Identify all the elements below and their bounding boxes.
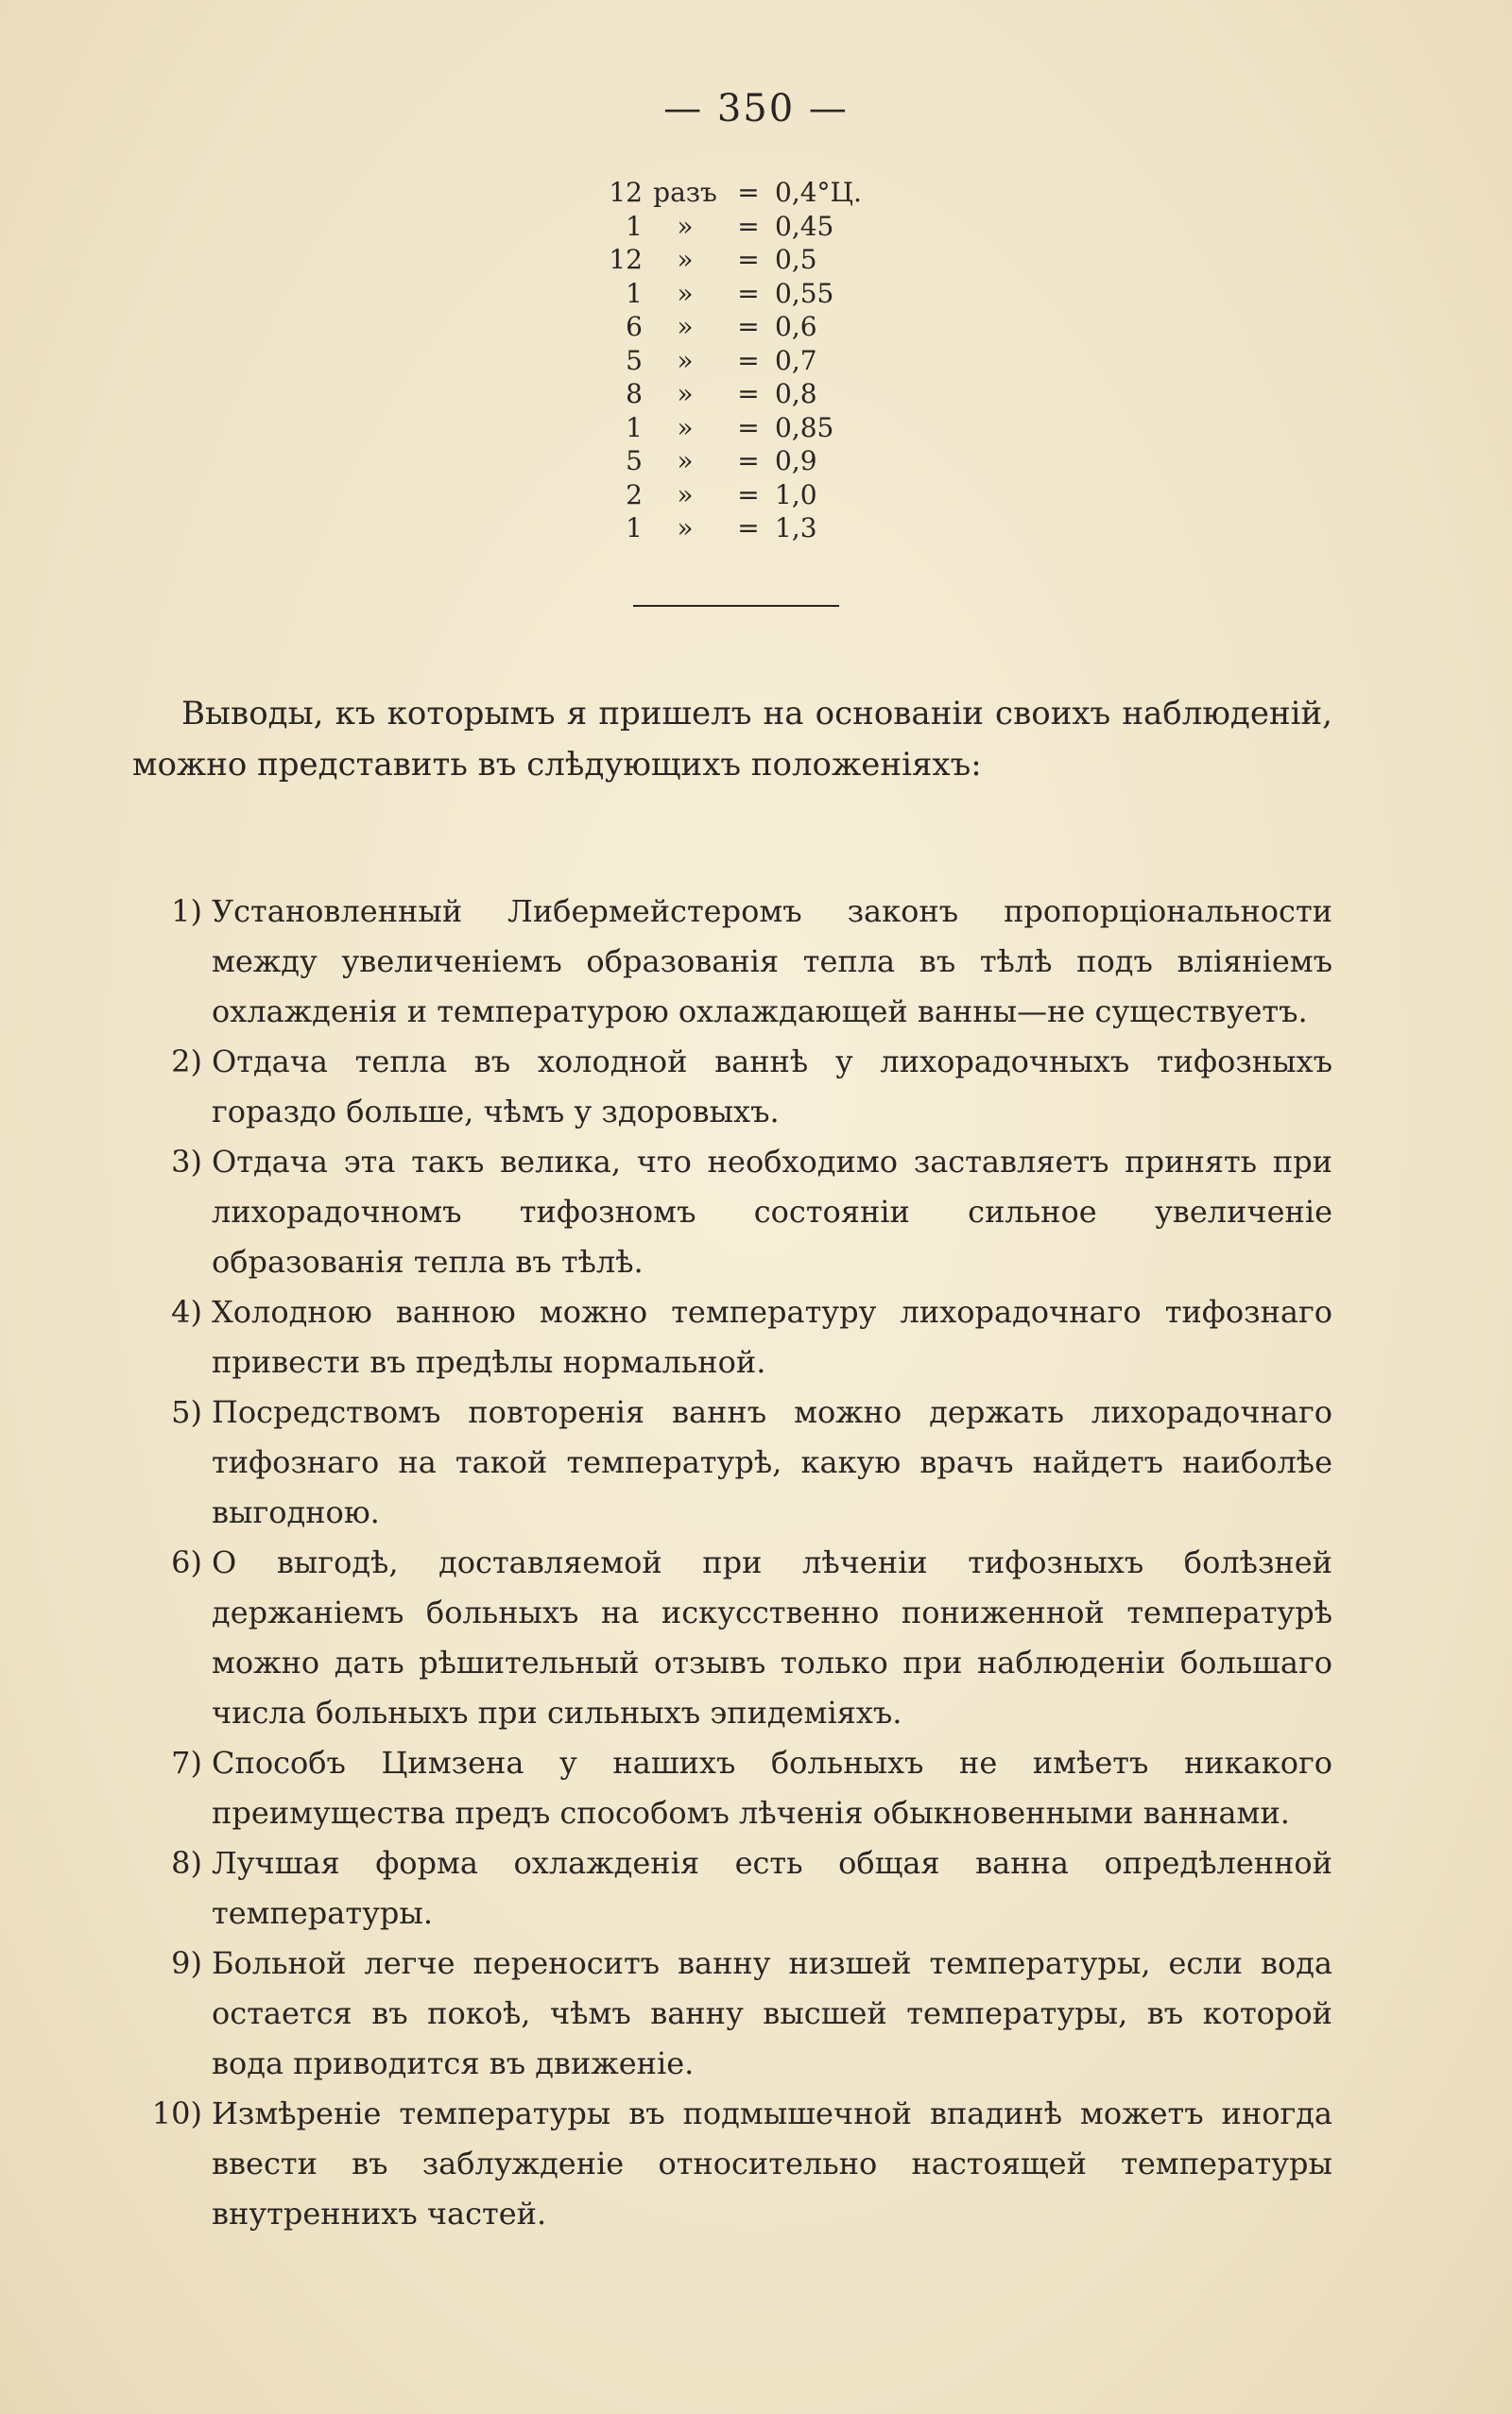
row-equals: = <box>737 344 760 376</box>
row-value: 0,9 <box>775 445 817 477</box>
row-unit: » <box>677 478 694 510</box>
table-row <box>567 411 964 445</box>
row-unit: » <box>677 311 694 343</box>
conclusion-number: 4) <box>171 1294 202 1330</box>
conclusion-text: Больной легче переноситъ ванну низшей температуры, если вода остается въ покоѣ, чѣмъ ванну высшей температуры, въ которой вода приводится въ движеніе. <box>212 1945 1332 2081</box>
temperature-table <box>567 176 964 545</box>
table-row <box>567 176 964 210</box>
row-unit: » <box>677 512 694 544</box>
conclusion-number: 2) <box>171 1043 202 1079</box>
row-value: 0,8 <box>775 378 817 410</box>
row-value: 0,6 <box>775 311 817 343</box>
conclusion-item <box>132 1538 1332 1738</box>
conclusion-text: Отдача эта такъ велика, что необходимо заставляетъ принять при лихорадочномъ тифозномъ состояніи сильное увеличеніе образованія тепла въ тѣлѣ. <box>212 1144 1332 1280</box>
conclusion-number: 7) <box>171 1745 202 1781</box>
conclusion-number: 6) <box>171 1544 202 1580</box>
row-equals: = <box>737 445 760 477</box>
table-row <box>567 444 964 478</box>
conclusion-item <box>132 1939 1332 2089</box>
conclusion-number: 10) <box>151 2095 202 2131</box>
conclusion-text: О выгодѣ, доставляемой при лѣченіи тифозныхъ болѣзней держаніемъ больныхъ на искусственно пониженной температурѣ можно дать рѣшительный отзывъ только при наблюденіи большаго числа больныхъ при сильныхъ эпидеміяхъ. <box>212 1544 1332 1731</box>
conclusion-number: 3) <box>171 1144 202 1180</box>
row-count: 5 <box>626 344 643 376</box>
conclusion-number: 8) <box>171 1845 202 1881</box>
row-unit: разъ <box>653 177 717 209</box>
conclusions-list <box>132 887 1332 2239</box>
table-row <box>567 478 964 512</box>
conclusion-number: 1) <box>171 893 202 929</box>
conclusion-text: Установленный Либермейстеромъ законъ пропорціональности между увеличеніемъ образованія тепла въ тѣлѣ подъ вліяніемъ охлажденія и температурою охлаждающей ванны—не существуетъ. <box>212 893 1332 1029</box>
row-count: 1 <box>626 512 643 544</box>
row-equals: = <box>737 378 760 410</box>
row-equals: = <box>737 210 760 242</box>
conclusion-text: Отдача тепла въ холодной ваннѣ у лихорадочныхъ тифозныхъ гораздо больше, чѣмъ у здоровыхъ. <box>212 1043 1332 1129</box>
conclusion-item <box>132 887 1332 1037</box>
row-count: 12 <box>609 177 643 209</box>
row-count: 6 <box>626 311 643 343</box>
row-count: 12 <box>609 244 643 276</box>
conclusion-text: Посредствомъ повторенія ваннъ можно держать лихорадочнаго тифознаго на такой температурѣ, какую врачъ найдетъ наиболѣе выгодною. <box>212 1394 1332 1530</box>
conclusion-item <box>132 1037 1332 1137</box>
row-value: 1,0 <box>775 478 817 510</box>
conclusion-item <box>132 1388 1332 1538</box>
conclusion-item <box>132 2089 1332 2239</box>
table-row <box>567 377 964 411</box>
conclusion-text: Холодною ванною можно температуру лихорадочнаго тифознаго привести въ предѣлы нормальной. <box>212 1294 1332 1380</box>
conclusion-text: Измѣреніе температуры въ подмышечной впадинѣ можетъ иногда ввести въ заблужденіе относительно настоящей температуры внутреннихъ частей. <box>212 2095 1332 2232</box>
row-unit: » <box>677 378 694 410</box>
conclusion-number: 5) <box>171 1394 202 1430</box>
row-value: 1,3 <box>775 512 817 544</box>
table-rule <box>633 605 839 607</box>
row-count: 2 <box>626 478 643 510</box>
row-count: 1 <box>626 210 643 242</box>
conclusion-item <box>132 1137 1332 1287</box>
row-value: 0,4°Ц. <box>775 177 862 209</box>
row-equals: = <box>737 311 760 343</box>
row-value: 0,85 <box>775 411 834 443</box>
table-row <box>567 243 964 277</box>
row-value: 0,5 <box>775 244 817 276</box>
row-unit: » <box>677 277 694 309</box>
row-equals: = <box>737 512 760 544</box>
row-count: 5 <box>626 445 643 477</box>
row-unit: » <box>677 244 694 276</box>
conclusion-item <box>132 1738 1332 1838</box>
row-equals: = <box>737 478 760 510</box>
row-equals: = <box>737 177 760 209</box>
intro-paragraph: Выводы, къ которымъ я пришелъ на основаніи своихъ наблюденій, можно представить въ слѣдующихъ положеніяхъ: <box>132 695 1332 784</box>
row-unit: » <box>677 210 694 242</box>
row-count: 1 <box>626 411 643 443</box>
row-unit: » <box>677 411 694 443</box>
table-row <box>567 277 964 311</box>
page-number: — 350 — <box>663 87 849 130</box>
row-equals: = <box>737 277 760 309</box>
row-equals: = <box>737 411 760 443</box>
row-equals: = <box>737 244 760 276</box>
table-row <box>567 511 964 545</box>
row-value: 0,45 <box>775 210 834 242</box>
table-row <box>567 310 964 344</box>
conclusion-text: Способъ Цимзена у нашихъ больныхъ не имѣетъ никакого преимущества предъ способомъ лѣченія обыкновенными ваннами. <box>212 1745 1332 1831</box>
row-value: 0,55 <box>775 277 834 309</box>
row-value: 0,7 <box>775 344 817 376</box>
row-count: 8 <box>626 378 643 410</box>
conclusion-item <box>132 1838 1332 1939</box>
table-row <box>567 344 964 378</box>
conclusion-item <box>132 1287 1332 1388</box>
row-count: 1 <box>626 277 643 309</box>
row-unit: » <box>677 344 694 376</box>
conclusion-text: Лучшая форма охлажденія есть общая ванна опредѣленной температуры. <box>212 1845 1332 1931</box>
conclusion-number: 9) <box>171 1945 202 1981</box>
row-unit: » <box>677 445 694 477</box>
table-row <box>567 210 964 244</box>
